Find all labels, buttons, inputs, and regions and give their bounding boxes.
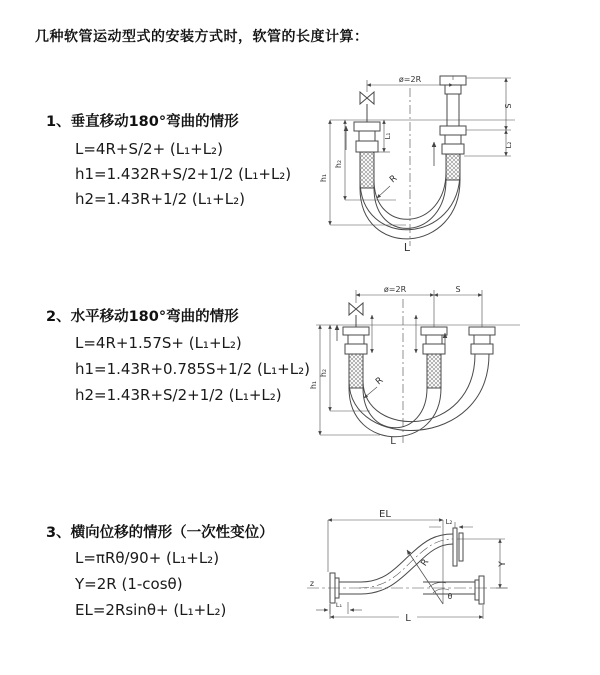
section-2-heading: 2、水平移动180°弯曲的情形 (46, 309, 239, 325)
dim-label-h2: h₂ (319, 368, 328, 378)
diagram-vertical-180-bend (310, 68, 595, 260)
left-flange (343, 327, 369, 354)
dim-label-l2: L₂ (445, 518, 453, 526)
page-title: 几种软管运动型式的安装方式时，软管的长度计算： (35, 29, 369, 45)
formula-L: L=4R+1.57S+ (L₁+L₂) (75, 334, 242, 352)
right-flange (469, 327, 495, 354)
radius-line (407, 550, 443, 604)
angle-label: θ (447, 592, 453, 601)
dim-label-h1: h₁ (309, 380, 318, 390)
section-vertical-movement (46, 113, 291, 212)
formula-Y: Y=2R (1-cosθ) (75, 575, 183, 593)
length-label: L (403, 241, 411, 254)
formula-h1: h1=1.43R+0.785S+1/2 (L₁+L₂) (75, 360, 310, 378)
formula-EL: EL=2Rsinθ+ (L₁+L₂) (75, 601, 227, 619)
dim-label-s: S (504, 103, 513, 109)
right-flange (440, 76, 466, 154)
dim-label-l2: L₂ (505, 141, 513, 149)
diagram-horizontal-180-bend (308, 283, 595, 455)
dim-label-2r: ø=2R (398, 75, 422, 84)
braided-hose (446, 154, 460, 180)
length-label: L (390, 436, 396, 447)
formula-h1: h1=1.432R+S/2+1/2 (L₁+L₂) (75, 165, 292, 183)
valve-icon (360, 92, 374, 122)
formula-L: L=4R+S/2+ (L₁+L₂) (75, 140, 223, 158)
length-label: L (405, 613, 411, 624)
dim-label-el: EL (379, 509, 391, 520)
dim-label-2r: ø=2R (383, 285, 407, 294)
formula-h2: h2=1.43R+1/2 (L₁+L₂) (75, 190, 245, 208)
dim-label-h1: h₁ (319, 173, 328, 183)
section-3-heading: 3、横向位移的情形（一次性变位） (46, 525, 274, 541)
braided-hose (349, 354, 363, 388)
diagram-2-lines (316, 290, 520, 443)
formula-h2: h2=1.43R+S/2+1/2 (L₁+L₂) (75, 386, 282, 404)
dim-label-l1: L₁ (384, 132, 392, 140)
valve-icon (349, 303, 363, 327)
radius-label: R (419, 557, 432, 569)
left-flange (354, 122, 380, 152)
radius-label: R (388, 173, 400, 186)
braided-hose (427, 354, 441, 388)
diagram-lateral-displacement (303, 506, 515, 638)
original-position-flange (423, 576, 484, 604)
radius-label: R (374, 375, 386, 388)
section-horizontal-movement (46, 308, 310, 408)
section-3-formulas (75, 545, 274, 623)
section-1-formulas (75, 137, 291, 212)
section-1-heading: 1、垂直移动180°弯曲的情形 (46, 114, 239, 130)
dim-label-h2: h₂ (334, 159, 343, 169)
u-bend-hose (349, 354, 489, 437)
middle-flange (421, 327, 447, 354)
s-curve-hose (359, 534, 453, 594)
formula-L: L=πRθ/90+ (L₁+L₂) (75, 549, 220, 567)
section-lateral-displacement (46, 524, 274, 623)
pipe-break-mark: z (309, 579, 315, 588)
braided-hose (360, 152, 374, 188)
dim-label-s: S (455, 285, 461, 294)
section-2-formulas (75, 330, 310, 408)
right-flange (453, 528, 463, 566)
dim-label-y: Y (498, 561, 508, 567)
diagram-1-lines (330, 76, 515, 246)
dim-label-l1: L₁ (335, 601, 343, 609)
